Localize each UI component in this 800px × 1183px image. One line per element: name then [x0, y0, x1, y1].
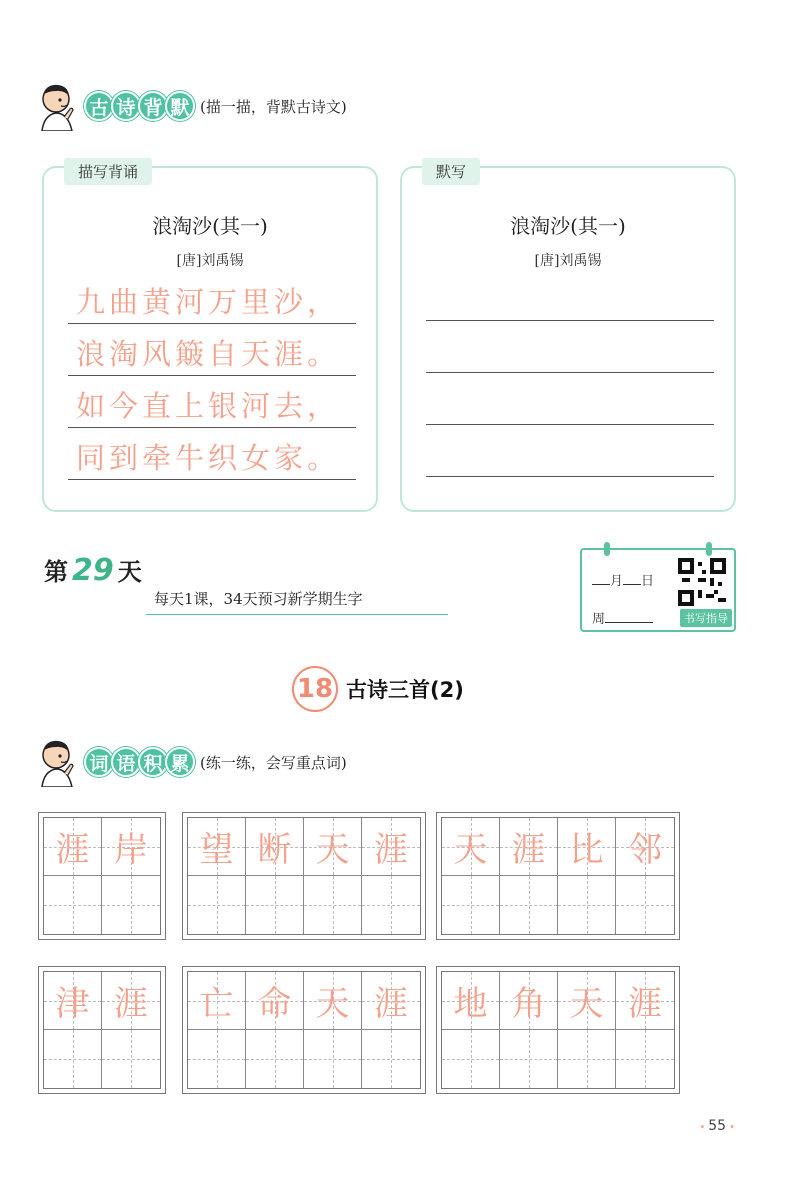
title-char: 古 [84, 91, 114, 121]
trace-char: 邻 [628, 830, 662, 870]
writing-line[interactable] [426, 372, 714, 373]
grid-cell[interactable] [304, 818, 362, 934]
lesson-name: 古诗三首(2) [346, 678, 464, 702]
trace-char: 津 [55, 984, 90, 1024]
poem-author: [唐]刘禹锡 [176, 253, 244, 269]
grid-cell[interactable] [44, 972, 102, 1088]
trace-recite-box [42, 163, 378, 512]
calendar-ring-icon [604, 542, 610, 556]
slogan-underline [146, 614, 448, 615]
section-subtitle: (练一练，会写重点词) [200, 753, 347, 772]
trace-char: 望 [199, 830, 234, 870]
grid-cell[interactable] [246, 972, 304, 1088]
grid-cell[interactable] [362, 972, 420, 1088]
writing-line[interactable] [426, 320, 714, 321]
grid-cell[interactable] [102, 818, 160, 934]
grid-cell[interactable] [44, 818, 102, 934]
section-title [84, 747, 192, 777]
day-number: 29 [72, 553, 114, 588]
grid-cell[interactable] [500, 818, 558, 934]
grid-cell[interactable] [246, 818, 304, 934]
grid-cell[interactable] [616, 972, 674, 1088]
trace-char: 涯 [511, 830, 546, 870]
trace-char: 涯 [628, 984, 662, 1024]
day-of-month-label: 日 [641, 574, 655, 589]
grid-cell[interactable] [558, 972, 616, 1088]
trace-char: 涯 [374, 830, 408, 870]
section-header-poem-recite [34, 80, 347, 132]
trace-char: 命 [257, 984, 292, 1024]
title-char: 词 [84, 747, 114, 777]
box-tab-label: 默写 [422, 158, 480, 185]
qr-label: 书写指导 [680, 609, 732, 627]
poem-author: [唐]刘禹锡 [534, 253, 602, 269]
grid-cell[interactable] [500, 972, 558, 1088]
grid-cell[interactable] [188, 818, 246, 934]
trace-char: 断 [257, 830, 292, 870]
date-card [580, 548, 736, 632]
word-grid [182, 812, 426, 940]
poem-line-trace[interactable]: 浪淘风簸自天涯。 [68, 332, 356, 376]
word-grid [38, 966, 166, 1094]
title-char: 诗 [111, 91, 141, 121]
grid-cell[interactable] [442, 818, 500, 934]
writing-line[interactable] [426, 424, 714, 425]
word-grid [436, 812, 680, 940]
grid-cell[interactable] [362, 818, 420, 934]
word-grid [182, 966, 426, 1094]
word-grid [38, 812, 166, 940]
trace-char: 天 [569, 984, 604, 1024]
trace-char: 天 [315, 830, 350, 870]
calendar-ring-icon [706, 542, 712, 556]
month-label: 月 [610, 574, 624, 589]
title-char: 默 [165, 91, 195, 121]
poem-title: 浪淘沙(其一) [510, 214, 626, 238]
week-field[interactable] [592, 608, 653, 627]
poem-line-trace[interactable]: 如今直上银河去， [68, 384, 356, 428]
dictation-box [400, 163, 736, 512]
trace-char: 比 [569, 830, 604, 870]
day-suffix: 天 [117, 558, 142, 586]
section-header-word-practice [34, 736, 347, 788]
word-grid [436, 966, 680, 1094]
poem-title: 浪淘沙(其一) [152, 214, 268, 238]
trace-char: 地 [453, 984, 488, 1024]
boy-thinking-icon [34, 737, 82, 787]
trace-char: 岸 [114, 830, 148, 870]
boy-thinking-icon [34, 81, 82, 131]
day-prefix: 第 [44, 558, 68, 586]
date-field[interactable] [592, 570, 654, 589]
grid-cell[interactable] [616, 818, 674, 934]
title-char: 积 [138, 747, 168, 777]
qr-code-icon[interactable] [678, 558, 726, 606]
grid-cell[interactable] [558, 818, 616, 934]
grid-cell[interactable] [102, 972, 160, 1088]
trace-char: 涯 [374, 984, 408, 1024]
trace-char: 天 [315, 984, 350, 1024]
week-label: 周 [592, 612, 606, 627]
trace-char: 角 [511, 984, 546, 1024]
page-number: • 55 • [696, 1118, 738, 1134]
title-char: 语 [111, 747, 141, 777]
title-char: 背 [138, 91, 168, 121]
writing-line[interactable] [426, 476, 714, 477]
grid-cell[interactable] [304, 972, 362, 1088]
trace-char: 天 [453, 830, 488, 870]
grid-cell[interactable] [442, 972, 500, 1088]
grid-cell[interactable] [188, 972, 246, 1088]
trace-char: 亡 [199, 984, 234, 1024]
lesson-number-badge: 18 [292, 666, 338, 712]
day-slogan: 每天1课，34天预习新学期生字 [154, 590, 363, 608]
lesson-title [292, 666, 464, 712]
box-tab-label: 描写背诵 [64, 158, 152, 185]
title-char: 累 [165, 747, 195, 777]
poem-line-trace[interactable]: 九曲黄河万里沙， [68, 280, 356, 324]
trace-char: 涯 [114, 984, 148, 1024]
section-title [84, 91, 192, 121]
day-label [44, 552, 142, 588]
poem-line-trace[interactable]: 同到牵牛织女家。 [68, 436, 356, 480]
trace-char: 涯 [55, 830, 90, 870]
section-subtitle: (描一描，背默古诗文) [200, 97, 347, 116]
